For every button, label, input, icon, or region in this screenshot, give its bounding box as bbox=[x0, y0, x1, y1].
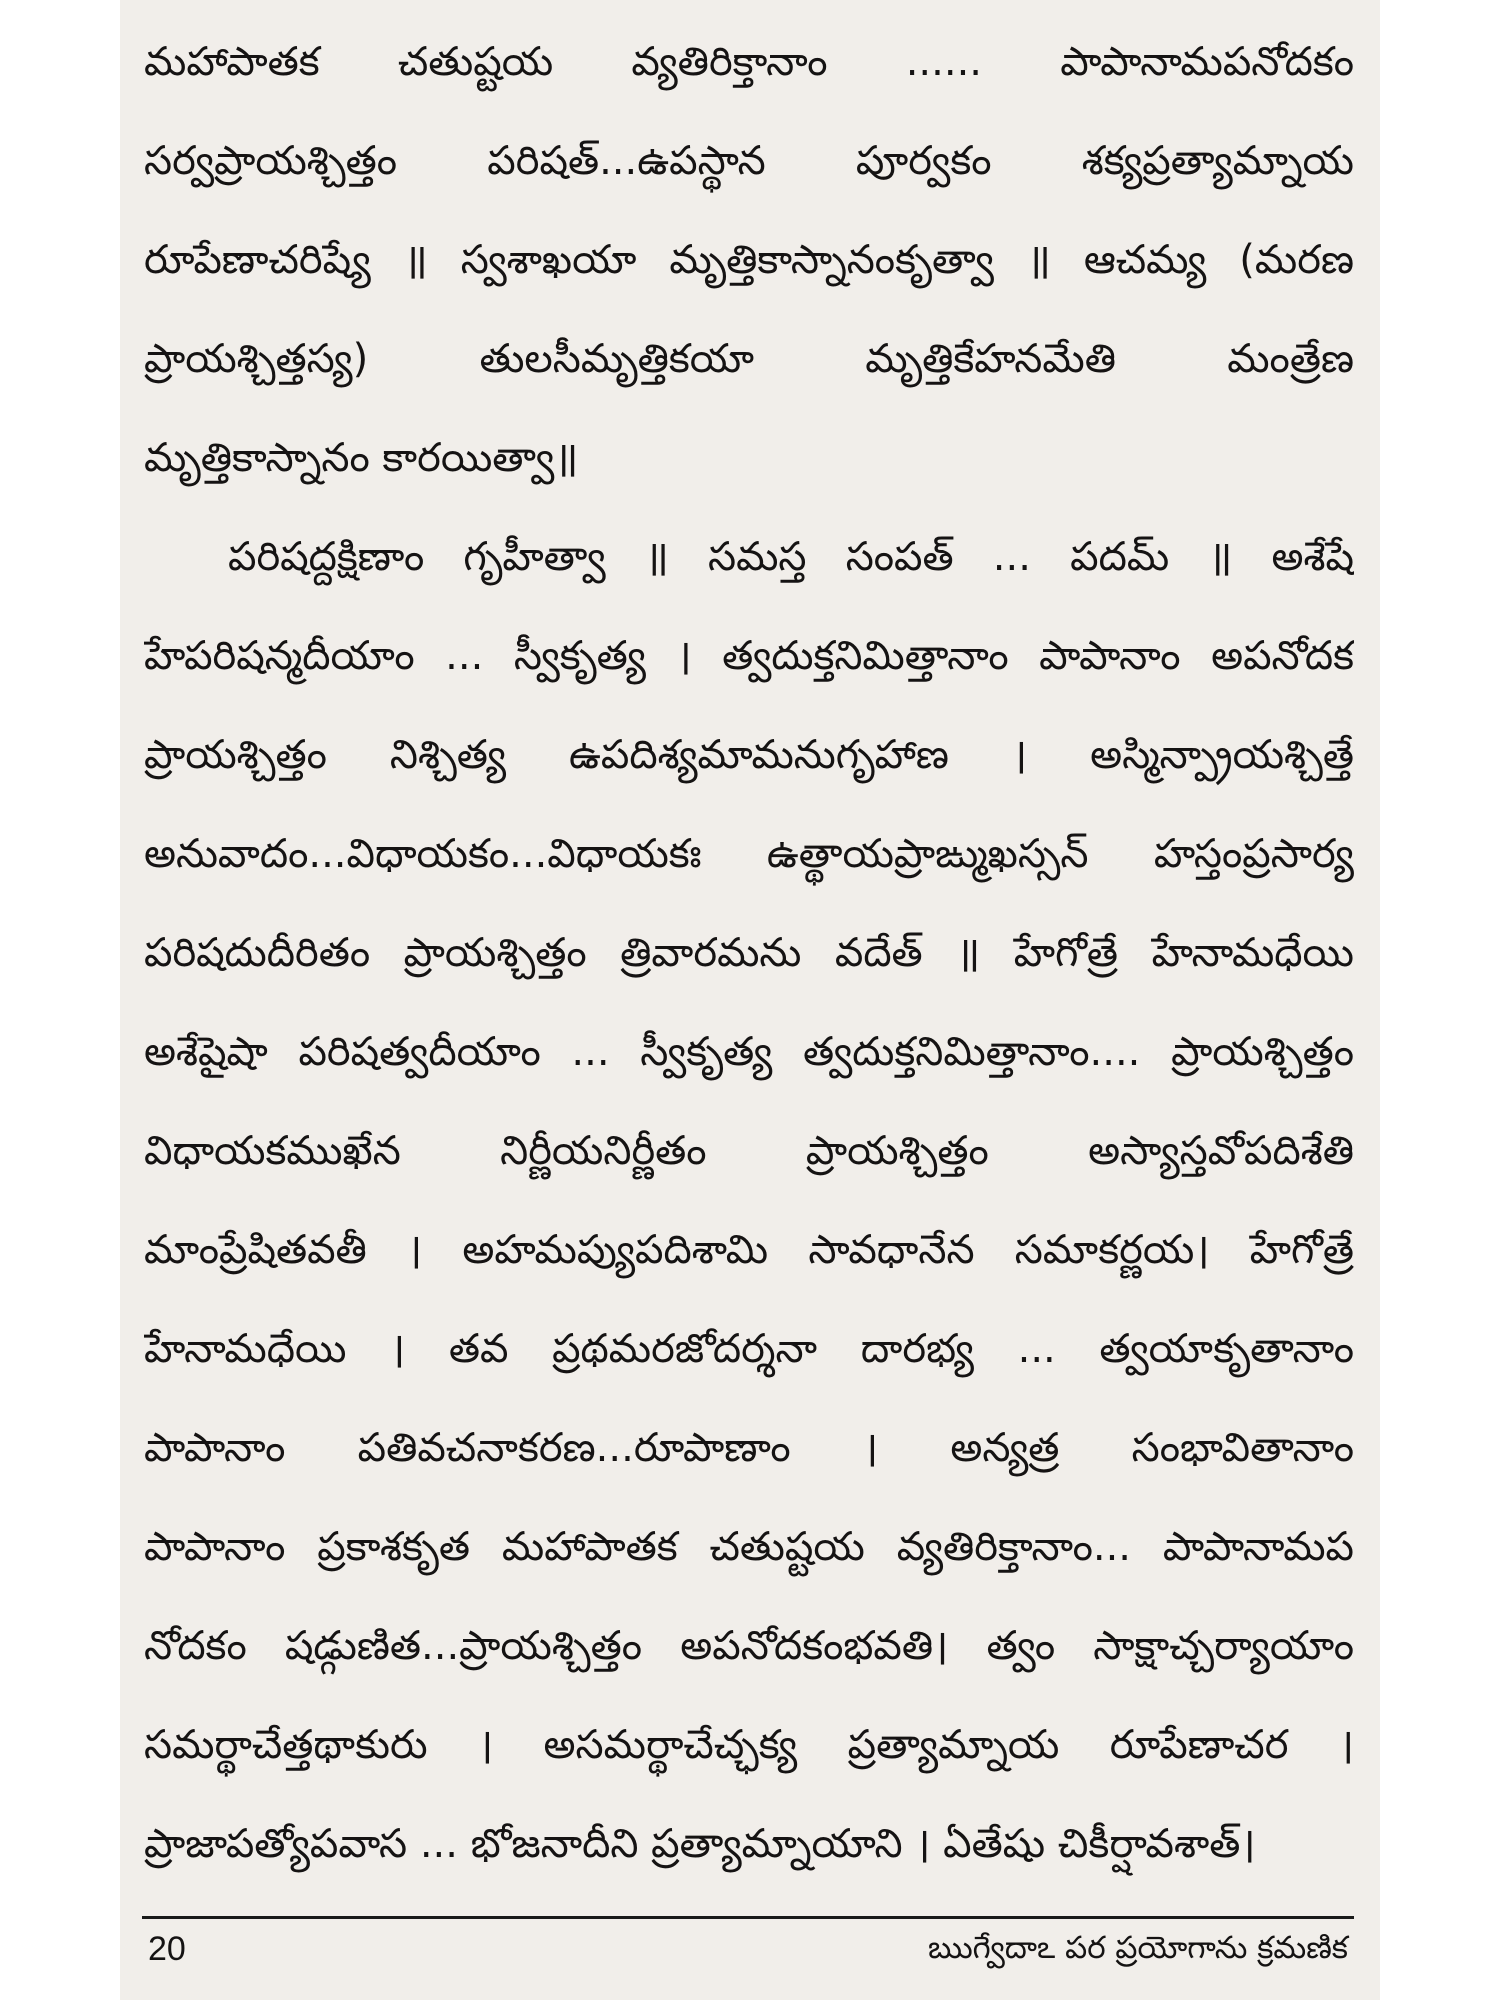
book-page bbox=[120, 0, 1380, 2000]
text-line: పరిషద్దక్షిణాం గృహీత్వా ॥ సమస్త సంపత్ ... పదమ్ ॥ అశేషే bbox=[228, 534, 1354, 580]
text-line: రూపేణాచరిష్యే ॥ స్వశాఖయా మృత్తికాస్నానంకృత్వా ॥ ఆచమ్య (మరణ bbox=[144, 237, 1354, 283]
text-line: సమర్థాచేత్తథాకురు । అసమర్థాచేచ్ఛక్య ప్రత్యామ్నాయ రూపేణాచర । bbox=[144, 1722, 1354, 1768]
text-line: అనువాదం...విధాయకం...విధాయకః ఉత్థాయప్రాఙ్ముఖస్సన్ హస్తంప్రసార్య bbox=[144, 831, 1354, 877]
footer-rule bbox=[142, 1916, 1354, 1919]
text-line: హేనామధేయి । తవ ప్రథమరజోదర్శనా దారభ్య ... త్వయాకృతానాం bbox=[144, 1326, 1354, 1372]
text-line: పరిషదుదీరితం ప్రాయశ్చిత్తం త్రివారమను వదేత్ ॥ హేగోత్రే హేనామధేయి bbox=[144, 930, 1354, 976]
text-line: ప్రాయశ్చిత్తం నిశ్చిత్య ఉపదిశ్యమామనుగృహాణ । అస్మిన్ప్రాయశ్చిత్తే bbox=[144, 732, 1354, 778]
text-line: పాపానాం పతివచనాకరణ...రూపాణాం । అన్యత్ర సంభావితానాం bbox=[144, 1425, 1354, 1471]
text-line: విధాయకముఖేన నిర్ణీయనిర్ణీతం ప్రాయశ్చిత్తం అస్యాస్తవోపదిశేతి bbox=[144, 1128, 1354, 1174]
text-block bbox=[144, 28, 1354, 1909]
paragraph-1 bbox=[144, 28, 1354, 523]
running-title: ఋగ్వేదాఽ పర ప్రయోగాను క్రమణిక bbox=[927, 1930, 1348, 1966]
text-line: సర్వప్రాయశ్చిత్తం పరిషత్...ఉపస్థాన పూర్వకం శక్యప్రత్యామ్నాయ bbox=[144, 138, 1354, 184]
text-line: ప్రాజాపత్యోపవాస ... భోజనాదీని ప్రత్యామ్నాయాని । ఏతేషు చికీర్షావశాత్। bbox=[144, 1821, 1256, 1867]
page-footer bbox=[144, 1930, 1354, 1978]
text-line: మహాపాతక చతుష్టయ వ్యతిరిక్తానాం ...... పాపానామపనోదకం bbox=[144, 39, 1354, 85]
text-line: మాంప్రేషితవతీ । అహమప్యుపదిశామి సావధానేన సమాకర్ణయ। హేగోత్రే bbox=[144, 1227, 1354, 1273]
text-line: హేపరిషన్మదీయాం ... స్వీకృత్య । త్వదుక్తనిమిత్తానాం పాపానాం అపనోదక bbox=[144, 633, 1354, 679]
text-line: ప్రాయశ్చిత్తస్య) తులసీమృత్తికయా మృత్తికేహనమేతి మంత్రేణ bbox=[144, 336, 1354, 382]
text-line: మృత్తికాస్నానం కారయిత్వా॥ bbox=[144, 435, 579, 481]
page-number: 20 bbox=[148, 1930, 186, 1968]
text-line: నోదకం షడ్గుణిత...ప్రాయశ్చిత్తం అపనోదకంభవతి। త్వం సాక్షాచ్చర్యాయాం bbox=[144, 1623, 1354, 1669]
text-line: పాపానాం ప్రకాశకృత మహాపాతక చతుష్టయ వ్యతిరిక్తానాం... పాపానామప bbox=[144, 1524, 1354, 1570]
text-line: అశేషైషా పరిషత్వదీయాం ... స్వీకృత్య త్వదుక్తనిమిత్తానాం.... ప్రాయశ్చిత్తం bbox=[144, 1029, 1354, 1075]
paragraph-2 bbox=[144, 523, 1354, 1909]
